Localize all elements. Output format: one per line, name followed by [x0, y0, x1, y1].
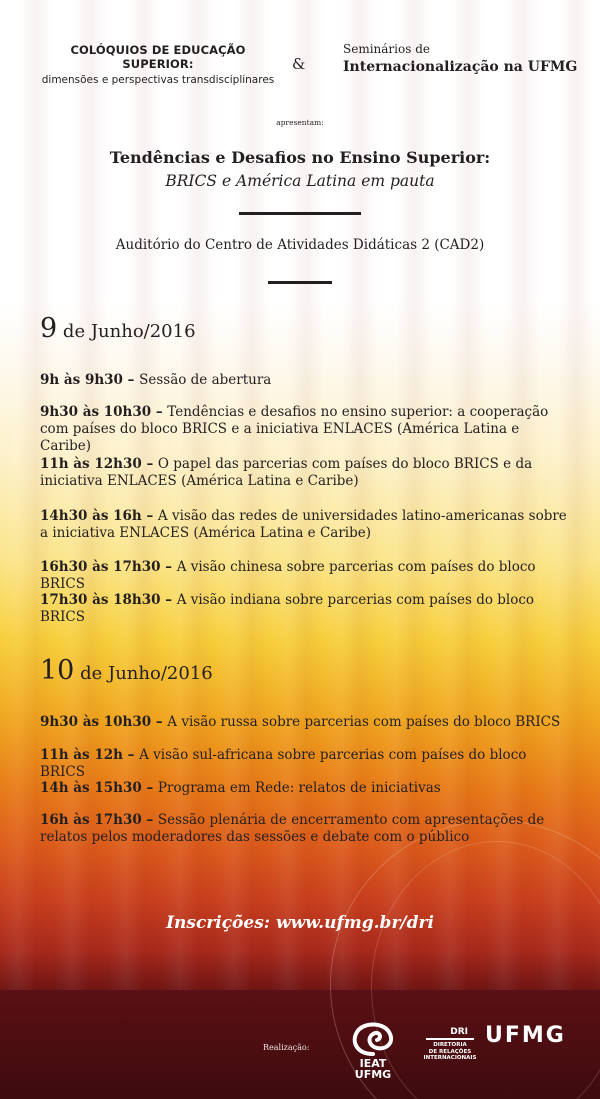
dash: –: [141, 508, 158, 524]
dash: –: [151, 404, 168, 420]
day-number: 10: [40, 655, 75, 686]
schedule-time: 14h30 às 16h: [40, 508, 142, 524]
schedule-text: A visão das redes de universidades latino-americanas sobre a iniciativa ENLACES (América Latina e Caribe): [40, 508, 567, 541]
schedule-item: [40, 372, 570, 389]
colloquium-title: COLÓQUIOS DE EDUCAÇÃO SUPERIOR:: [70, 43, 246, 71]
event-subtitle: BRICS e América Latina em pauta: [165, 172, 435, 190]
schedule-item: [40, 714, 570, 731]
presenting-label: apresentam:: [276, 118, 324, 127]
dash: –: [141, 456, 158, 472]
schedule-time: 11h às 12h: [40, 747, 123, 763]
month-year: de Junho/2016: [62, 321, 196, 342]
divider-line-short: [268, 281, 332, 284]
schedule-time: 14h às 15h30: [40, 780, 142, 796]
schedule-time: 9h30 às 10h30: [40, 714, 152, 730]
day-heading: [40, 313, 196, 344]
schedule-text: A visão chinesa sobre parcerias com países do bloco BRICS: [40, 559, 536, 592]
dri-line: [426, 1038, 474, 1040]
schedule-item: [40, 559, 570, 593]
schedule-item: [40, 404, 570, 455]
schedule-item: [40, 592, 570, 626]
dri-text-3: INTERNACIONAIS: [423, 1055, 477, 1061]
dash: –: [122, 747, 140, 763]
day-heading: [40, 655, 213, 686]
ieat-name: IEAT: [359, 1057, 387, 1070]
ufmg-logo: UFMG: [485, 1023, 566, 1048]
schedule-text: A visão sul-africana sobre parcerias com países do bloco BRICS: [40, 747, 527, 780]
schedule-item: [40, 508, 570, 542]
dri-text-2: DE RELAÇÕES: [428, 1048, 472, 1055]
dash: –: [151, 714, 168, 730]
schedule-text: Sessão plenária de encerramento com apresentações de relatos pelos moderadores das sessões e debate com o público: [40, 812, 545, 845]
dash: –: [122, 372, 140, 388]
schedule-time: 9h30 às 10h30: [40, 404, 152, 420]
ampersand: &: [292, 55, 306, 73]
dri-text-1: DIRETORIA: [433, 1042, 467, 1048]
event-title: Tendências e Desafios no Ensino Superior:: [109, 148, 491, 167]
schedule-time: 16h30 às 17h30: [40, 559, 161, 575]
schedule-text: Programa em Rede: relatos de iniciativas: [157, 780, 441, 796]
schedule-item: [40, 747, 570, 781]
ieat-ufmg: UFMG: [354, 1068, 392, 1081]
ieat-spiral-icon: [343, 1018, 403, 1058]
dash: –: [141, 812, 158, 828]
schedule-text: O papel das parcerias com países do bloco BRICS e da iniciativa ENLACES (América Latina e Caribe): [40, 456, 533, 489]
seminar-title: Internacionalização na UFMG: [343, 59, 578, 75]
schedule-item: [40, 456, 570, 490]
divider-line: [239, 212, 361, 215]
dash: –: [141, 780, 158, 796]
schedule-item: [40, 812, 570, 846]
registration-link[interactable]: Inscrições: www.ufmg.br/dri: [166, 913, 434, 933]
day-number: 9: [40, 313, 58, 344]
realizacao-label: Realização:: [263, 1043, 310, 1052]
dri-logo: [422, 1027, 478, 1062]
seminar-label: Seminários de: [343, 42, 430, 56]
dash: –: [160, 592, 177, 608]
schedule-text: A visão russa sobre parcerias com países do bloco BRICS: [167, 714, 561, 730]
schedule-time: 16h às 17h30: [40, 812, 142, 828]
venue: Auditório do Centro de Atividades Didáticas 2 (CAD2): [115, 237, 485, 253]
dash: –: [160, 559, 177, 575]
colloquium-subtitle: dimensões e perspectivas transdisciplinares: [41, 74, 275, 86]
month-year: de Junho/2016: [80, 663, 213, 684]
schedule-time: 17h30 às 18h30: [40, 592, 161, 608]
ieat-logo: [343, 1018, 403, 1080]
schedule-text: Tendências e desafios no ensino superior: a cooperação com países do bloco BRICS e a iniciativa ENLACES (América Latina e Caribe): [40, 404, 549, 454]
schedule-item: [40, 780, 570, 797]
dri-mark: DRI: [450, 1027, 468, 1037]
schedule-text: A visão indiana sobre parcerias com países do bloco BRICS: [40, 592, 535, 625]
colloquium-header: [38, 43, 278, 86]
seminar-header: [343, 42, 577, 75]
schedule-time: 9h às 9h30: [40, 372, 123, 388]
schedule-time: 11h às 12h30: [40, 456, 142, 472]
schedule-text: Sessão de abertura: [139, 372, 272, 388]
